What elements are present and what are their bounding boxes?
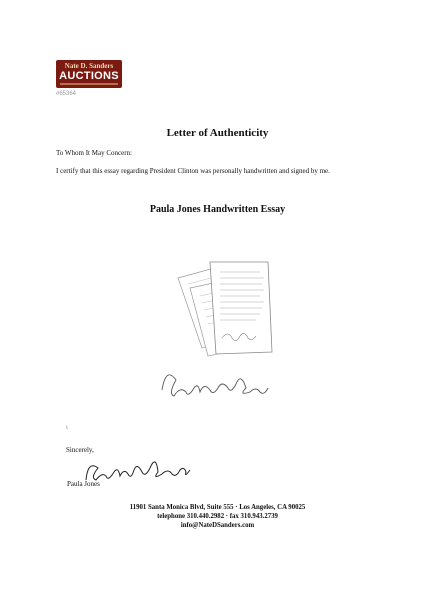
logo-rule [60,83,118,85]
footer-address: 11901 Santa Monica Blvd, Suite 555 · Los Angeles, CA 90025 [129,504,306,511]
footer [0,503,435,530]
signer-name: Paula Jones [67,480,100,488]
logo-line2: AUCTIONS [59,70,119,82]
footer-email: info@NateDSanders.com [180,522,255,529]
footer-phone: telephone 310.440.2982 · fax 310.943.2739 [157,513,278,520]
auction-logo [56,60,122,88]
letter-title: Letter of Authenticity [166,127,269,139]
handwritten-signature [82,450,212,492]
item-title: Paula Jones Handwritten Essay [149,204,286,215]
lot-number: #65364 [56,91,77,97]
logo-line1: Nate D. Sanders [64,62,114,70]
essay-photo [150,240,300,410]
closing-sincerely: Sincerely, [66,446,94,454]
essay-page-front [210,262,272,354]
authenticity-statement: I certify that this essay regarding President Clinton was personally handwritten and signed by me. [56,167,330,175]
margin-mark: ɩ [66,423,68,431]
salutation: To Whom It May Concern: [56,149,132,157]
essay-signature [162,375,268,396]
